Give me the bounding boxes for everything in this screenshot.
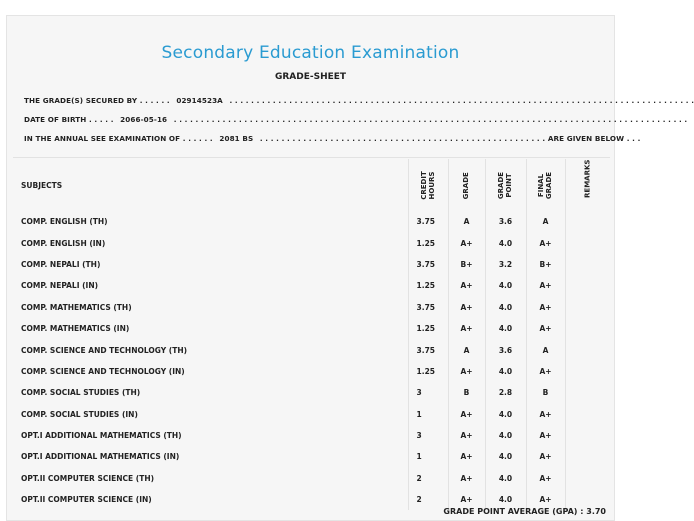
table-row — [13, 425, 610, 446]
remarks-cell — [565, 339, 610, 360]
header-grade-point: GRADE POINT — [485, 159, 526, 211]
grade-point-cell: 4.0 — [485, 425, 526, 446]
table-row — [13, 361, 610, 382]
table-row — [13, 275, 610, 296]
grade-point-cell: 4.0 — [485, 446, 526, 467]
gpa-summary — [443, 507, 606, 516]
credit-hours-cell: 3.75 — [408, 339, 448, 360]
table-row — [13, 297, 610, 318]
grade-point-cell: 4.0 — [485, 318, 526, 339]
exam-dots: . . . . . . . . . . . . . . . . . . . . . . . . . . . . . . . . . . . . . . . . . . . . . . . . . . . . . — [259, 134, 546, 143]
header-grade: GRADE — [448, 159, 485, 211]
secured-by-line — [24, 96, 694, 105]
divider — [13, 157, 610, 158]
remarks-cell — [565, 211, 610, 232]
dob-dots: . . . . . . . . . . . . . . . . . . . . . . . . . . . . . . . . . . . . . . . . . . . . . . . . . . . . . . . . . . . . . . . . . . . . . . . . . . . . . . . . . . . . . . . . . . . . . . . — [173, 115, 688, 124]
grade-point-cell: 4.0 — [485, 232, 526, 253]
table-row — [13, 211, 610, 232]
grades-table — [13, 159, 610, 510]
table-row — [13, 446, 610, 467]
grade-sheet — [6, 15, 694, 521]
sheet-subtitle: GRADE-SHEET — [274, 72, 347, 82]
remarks-cell — [565, 254, 610, 275]
credit-hours-cell: 3 — [408, 425, 448, 446]
remarks-cell — [565, 275, 610, 296]
table-row — [13, 318, 610, 339]
remarks-cell — [565, 232, 610, 253]
remarks-cell — [565, 361, 610, 382]
final-grade-cell: A+ — [526, 468, 565, 489]
final-grade-cell: A+ — [526, 275, 565, 296]
final-grade-cell: A+ — [526, 446, 565, 467]
remarks-cell — [565, 382, 610, 403]
table-row — [13, 382, 610, 403]
grade-point-cell: 4.0 — [485, 404, 526, 425]
subject-cell: COMP. SOCIAL STUDIES (TH) — [13, 382, 408, 403]
final-grade-cell: A+ — [526, 425, 565, 446]
gpa-value: 3.70 — [586, 507, 606, 516]
subject-cell: COMP. ENGLISH (TH) — [13, 211, 408, 232]
grade-cell: A+ — [448, 361, 485, 382]
final-grade-cell: A+ — [526, 404, 565, 425]
remarks-cell — [565, 404, 610, 425]
credit-hours-cell: 3 — [408, 382, 448, 403]
grade-cell: A+ — [448, 468, 485, 489]
subject-cell: OPT.I ADDITIONAL MATHEMATICS (IN) — [13, 446, 408, 467]
credit-hours-cell: 3.75 — [408, 254, 448, 275]
header-remarks: REMARKS — [582, 159, 591, 198]
grade-point-cell: 2.8 — [485, 382, 526, 403]
grade-cell: A+ — [448, 318, 485, 339]
subject-cell: COMP. ENGLISH (IN) — [13, 232, 408, 253]
page-title: Secondary Education Examination — [161, 43, 460, 63]
subject-cell: COMP. SCIENCE AND TECHNOLOGY (IN) — [13, 361, 408, 382]
table-row — [13, 232, 610, 253]
secured-by-label: THE GRADE(S) SECURED BY . . . . . . — [24, 96, 170, 105]
exam-label: IN THE ANNUAL SEE EXAMINATION OF . . . . . . — [24, 134, 213, 143]
remarks-cell — [565, 425, 610, 446]
final-grade-cell: A — [526, 339, 565, 360]
header-subjects: SUBJECTS — [13, 159, 408, 211]
grade-cell: A+ — [448, 404, 485, 425]
table-row — [13, 468, 610, 489]
credit-hours-cell: 3.75 — [408, 297, 448, 318]
grade-cell: A+ — [448, 275, 485, 296]
secured-by-dots: . . . . . . . . . . . . . . . . . . . . . . . . . . . . . . . . . . . . . . . . . . . . . . . . . . . . . . . . . . . . . . . . . . . . . . . . . . . . . . . . . . . . . . — [229, 96, 694, 105]
symbol-number: 02914523A — [176, 96, 223, 105]
grade-point-cell: 3.6 — [485, 211, 526, 232]
grade-point-cell: 3.6 — [485, 339, 526, 360]
header-final-grade: FINAL GRADE — [526, 159, 565, 211]
dob-label: DATE OF BIRTH . . . . . — [24, 115, 114, 124]
dob-value: 2066-05-16 — [120, 115, 168, 124]
credit-hours-cell: 2 — [408, 489, 448, 510]
credit-hours-cell: 1.25 — [408, 275, 448, 296]
remarks-cell — [565, 446, 610, 467]
final-grade-cell: B — [526, 382, 565, 403]
grade-cell: A — [448, 339, 485, 360]
table-row — [13, 254, 610, 275]
subject-cell: COMP. SOCIAL STUDIES (IN) — [13, 404, 408, 425]
subject-cell: COMP. MATHEMATICS (IN) — [13, 318, 408, 339]
credit-hours-cell: 2 — [408, 468, 448, 489]
exam-tail: ARE GIVEN BELOW . . . — [547, 134, 641, 143]
grade-cell: A+ — [448, 489, 485, 510]
final-grade-cell: A+ — [526, 489, 565, 510]
grade-cell: A+ — [448, 446, 485, 467]
grade-point-cell: 4.0 — [485, 297, 526, 318]
final-grade-cell: B+ — [526, 254, 565, 275]
final-grade-cell: A+ — [526, 361, 565, 382]
credit-hours-cell: 1 — [408, 404, 448, 425]
subject-cell: COMP. NEPALI (TH) — [13, 254, 408, 275]
exam-line — [24, 134, 640, 143]
final-grade-cell: A+ — [526, 232, 565, 253]
grade-point-cell: 3.2 — [485, 254, 526, 275]
grade-point-cell: 4.0 — [485, 361, 526, 382]
grade-cell: B+ — [448, 254, 485, 275]
final-grade-cell: A+ — [526, 318, 565, 339]
credit-hours-cell: 1.25 — [408, 318, 448, 339]
credit-hours-cell: 1 — [408, 446, 448, 467]
table-row — [13, 404, 610, 425]
grade-cell: A+ — [448, 232, 485, 253]
exam-year: 2081 BS — [219, 134, 254, 143]
subject-cell: OPT.I ADDITIONAL MATHEMATICS (TH) — [13, 425, 408, 446]
table-row — [13, 339, 610, 360]
credit-hours-cell: 3.75 — [408, 211, 448, 232]
subject-cell: OPT.II COMPUTER SCIENCE (TH) — [13, 468, 408, 489]
grade-cell: A+ — [448, 297, 485, 318]
table-header-row — [13, 159, 610, 211]
remarks-cell — [565, 318, 610, 339]
subject-cell: OPT.II COMPUTER SCIENCE (IN) — [13, 489, 408, 510]
remarks-cell — [565, 297, 610, 318]
dob-line — [24, 115, 687, 124]
grade-cell: A — [448, 211, 485, 232]
credit-hours-cell: 1.25 — [408, 232, 448, 253]
grade-point-cell: 4.0 — [485, 489, 526, 510]
final-grade-cell: A+ — [526, 297, 565, 318]
credit-hours-cell: 1.25 — [408, 361, 448, 382]
grade-point-cell: 4.0 — [485, 275, 526, 296]
grade-cell: A+ — [448, 425, 485, 446]
subject-cell: COMP. MATHEMATICS (TH) — [13, 297, 408, 318]
grade-cell: B — [448, 382, 485, 403]
grade-point-cell: 4.0 — [485, 468, 526, 489]
header-credit-hours: CREDIT HOURS — [408, 159, 448, 211]
remarks-cell — [565, 468, 610, 489]
final-grade-cell: A — [526, 211, 565, 232]
subject-cell: COMP. NEPALI (IN) — [13, 275, 408, 296]
subject-cell: COMP. SCIENCE AND TECHNOLOGY (TH) — [13, 339, 408, 360]
gpa-label: GRADE POINT AVERAGE (GPA) : — [443, 507, 584, 516]
